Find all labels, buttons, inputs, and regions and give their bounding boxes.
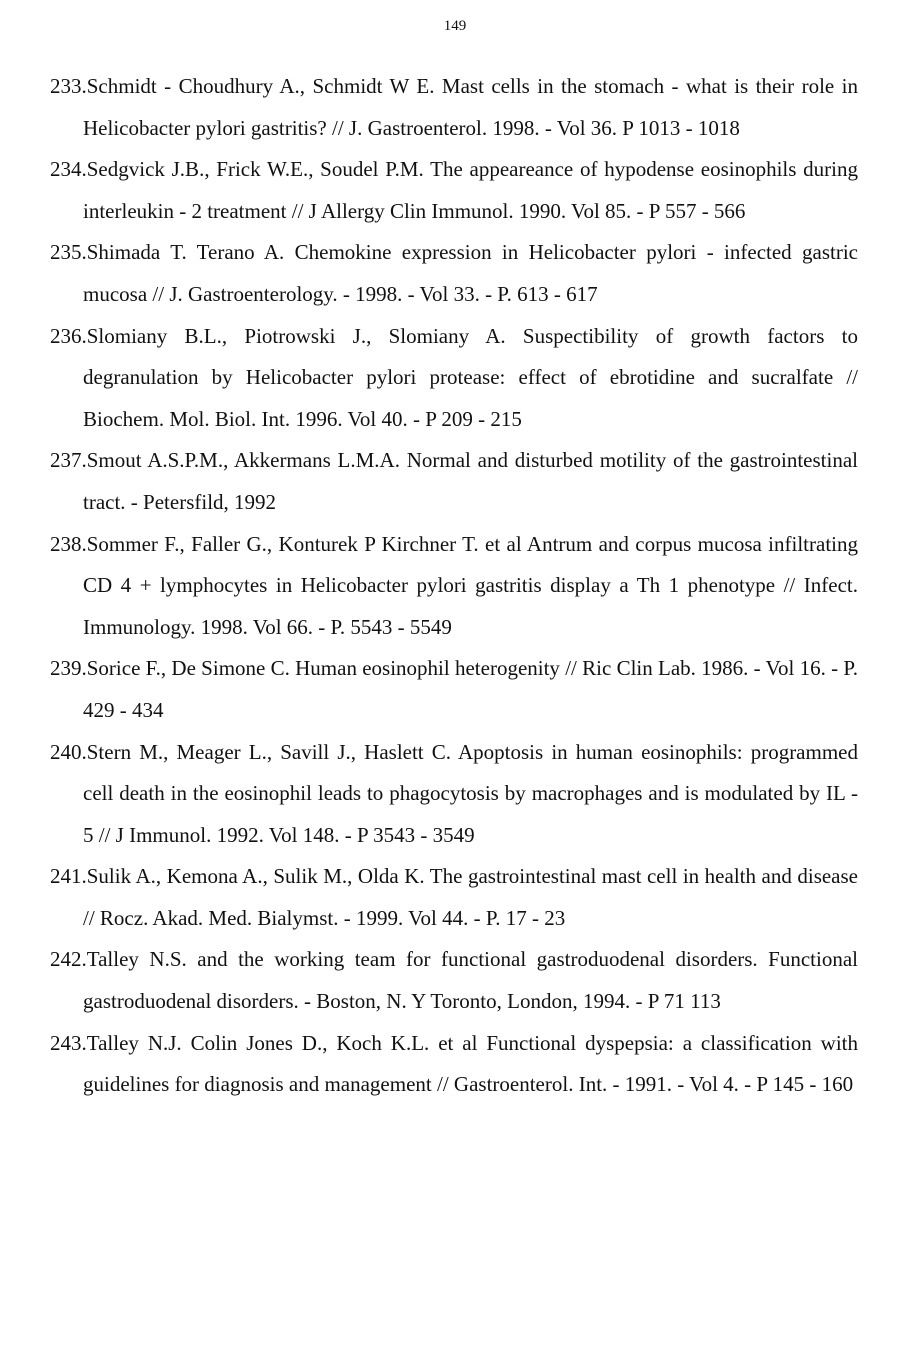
reference-text: Slomiany B.L., Piotrowski J., Slomiany A. Suspectibility of growth factors to degranulation by Helicobacter pylori protease: effect of ebrotidine and sucralfate // Biochem. Mol. Biol. Int. 1996. Vol 40. - P 209 - 215	[83, 323, 858, 431]
reference-item-238	[50, 524, 858, 649]
reference-text: Sommer F., Faller G., Konturek P Kirchner T. et al Antrum and corpus mucosa infiltrating CD 4 + lymphocytes in Helicobacter pylori gastritis display a Th 1 phenotype // Infect. Immunology. 1998. Vol 66. - P. 5543 - 5549	[83, 531, 858, 639]
reference-number: 238.	[50, 531, 87, 556]
reference-number: 237.	[50, 448, 87, 473]
reference-item-241	[50, 856, 858, 939]
reference-item-235	[50, 232, 858, 315]
reference-text: Sorice F., De Simone C. Human eosinophil heterogenity // Ric Clin Lab. 1986. - Vol 16. - P. 429 - 434	[83, 656, 858, 722]
reference-item-243	[50, 1023, 858, 1106]
reference-number: 241.	[50, 864, 87, 889]
reference-text: Talley N.S. and the working team for functional gastroduodenal disorders. Functional gastroduodenal disorders. - Boston, N. Y Toronto, London, 1994. - P 71 113	[83, 947, 858, 1014]
reference-item-242	[50, 939, 858, 1022]
reference-item-239	[50, 648, 858, 731]
reference-number: 243.	[50, 1030, 87, 1055]
reference-number: 239.	[50, 656, 87, 681]
reference-item-234	[50, 149, 858, 232]
reference-list	[50, 66, 858, 1106]
reference-text: Talley N.J. Colin Jones D., Koch K.L. et al Functional dyspepsia: a classification with guidelines for diagnosis and management // Gastroenterol. Int. - 1991. - Vol 4. - P 145 - 160	[83, 1030, 858, 1097]
reference-item-233	[50, 66, 858, 149]
reference-text: Shimada T. Terano A. Chemokine expression in Helicobacter pylori - infected gastric mucosa // J. Gastroenterology. - 1998. - Vol 33. - P. 613 - 617	[83, 240, 858, 306]
reference-number: 236.	[50, 323, 87, 348]
reference-number: 240.	[50, 739, 87, 764]
reference-text: Stern M., Meager L., Savill J., Haslett C. Apoptosis in human eosinophils: programmed cell death in the eosinophil leads to phagocytosis by macrophages and is modulated by IL - 5 // J Immunol. 1992. Vol 148. - P 3543 - 3549	[83, 739, 858, 847]
reference-item-237	[50, 440, 858, 523]
reference-text: Schmidt - Choudhury A., Schmidt W E. Mast cells in the stomach - what is their role in Helicobacter pylori gastritis? // J. Gastroenterol. 1998. - Vol 36. P 1013 - 1018	[83, 74, 858, 140]
reference-number: 234.	[50, 157, 87, 182]
reference-number: 235.	[50, 240, 87, 265]
reference-number: 233.	[50, 74, 87, 98]
reference-number: 242.	[50, 947, 87, 972]
reference-item-240	[50, 732, 858, 857]
reference-text: Smout A.S.P.M., Akkermans L.M.A. Normal and disturbed motility of the gastrointestinal tract. - Petersfild, 1992	[83, 448, 858, 514]
page-number: 149	[443, 18, 467, 34]
reference-item-236	[50, 316, 858, 441]
reference-text: Sedgvick J.B., Frick W.E., Soudel P.M. The appeareance of hypodense eosinophils during interleukin - 2 treatment // J Allergy Clin Immunol. 1990. Vol 85. - P 557 - 566	[83, 157, 858, 223]
reference-text: Sulik A., Kemona A., Sulik M., Olda K. The gastrointestinal mast cell in health and disease // Rocz. Akad. Med. Bialymst. - 1999. Vol 44. - P. 17 - 23	[83, 864, 858, 930]
